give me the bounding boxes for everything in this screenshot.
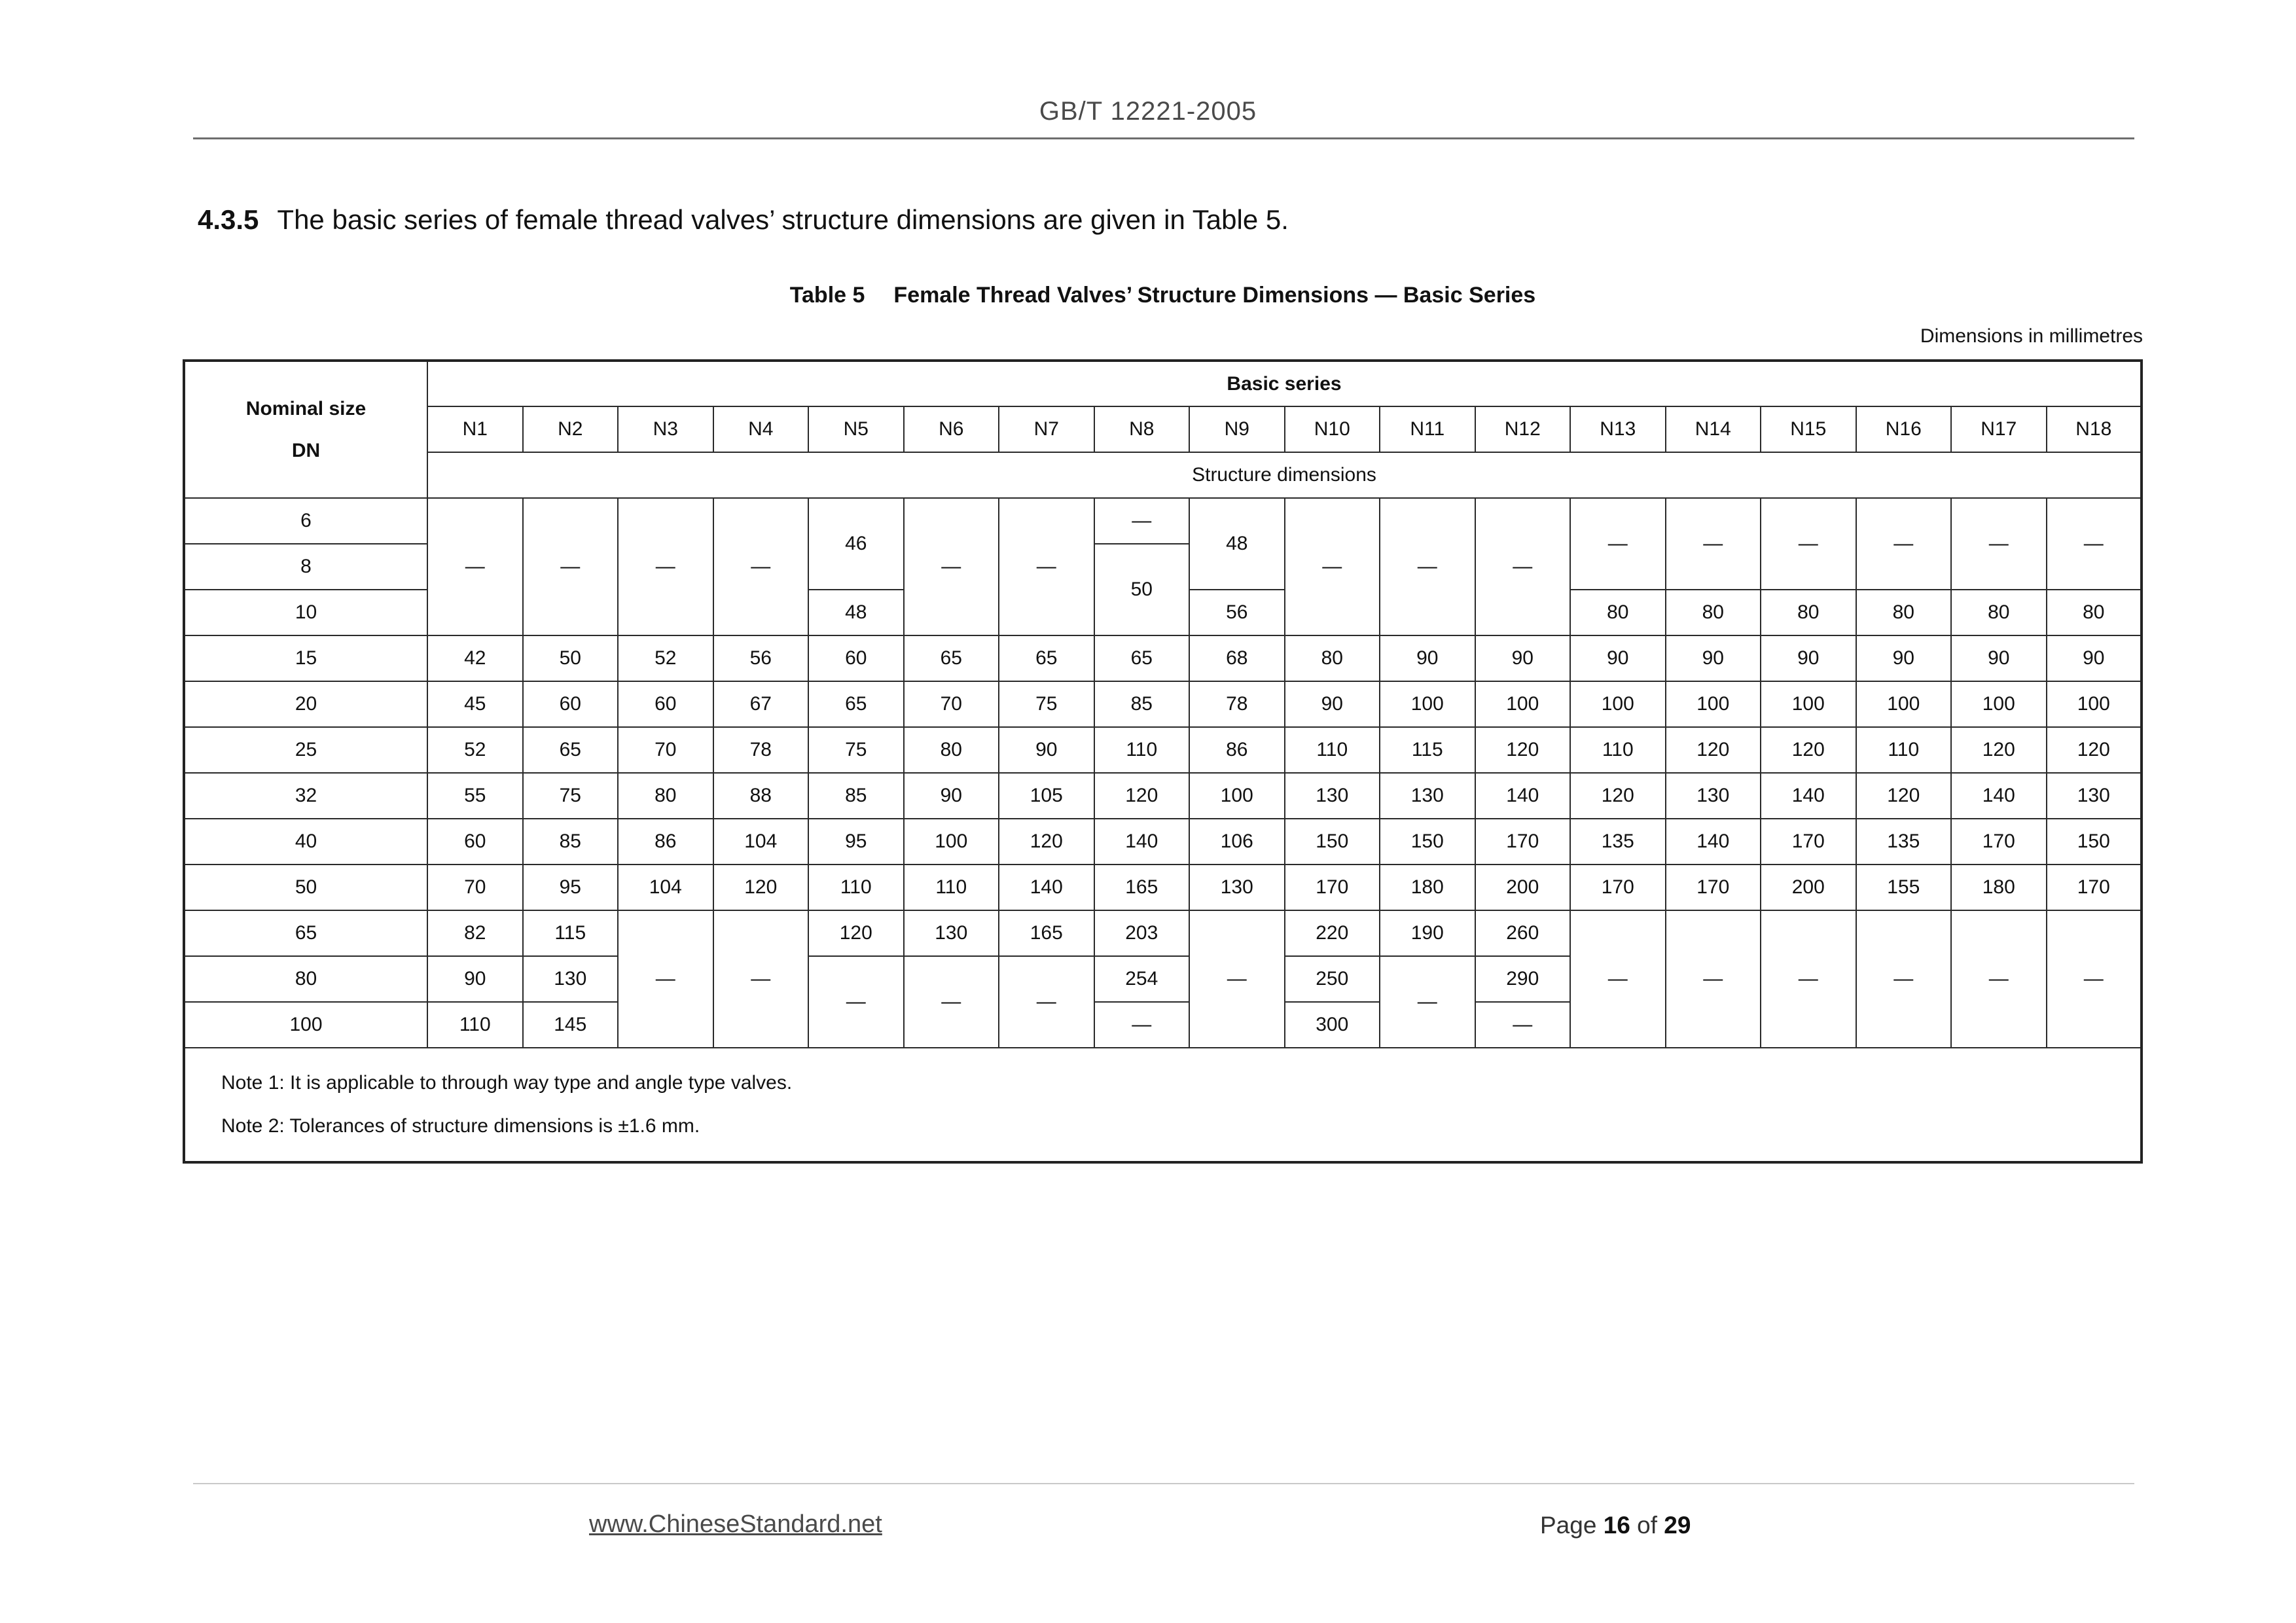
dash-cell: — <box>1761 910 1856 1048</box>
value-cell: 120 <box>2047 727 2142 773</box>
value-cell: 56 <box>713 635 809 681</box>
column-header: N11 <box>1380 406 1475 452</box>
dash-cell: — <box>1666 498 1761 590</box>
value-cell: 56 <box>1189 590 1285 635</box>
value-cell: 100 <box>1380 681 1475 727</box>
value-cell: 110 <box>904 865 999 910</box>
table-row <box>184 819 2142 865</box>
value-cell: 60 <box>618 681 713 727</box>
value-cell: 220 <box>1285 910 1380 956</box>
column-header: N16 <box>1856 406 1952 452</box>
value-cell: 100 <box>1475 681 1571 727</box>
value-cell: 170 <box>2047 865 2142 910</box>
value-cell: 80 <box>1856 590 1952 635</box>
section-heading <box>198 204 1289 236</box>
value-cell: 100 <box>1951 681 2047 727</box>
value-cell: 100 <box>1189 773 1285 819</box>
value-cell: 90 <box>2047 635 2142 681</box>
note-1: Note 1: It is applicable to through way type and angle type valves. <box>221 1072 793 1094</box>
column-header: N17 <box>1951 406 2047 452</box>
footer-divider <box>193 1483 2134 1484</box>
dash-cell: — <box>808 956 904 1048</box>
table-header-row <box>184 452 2142 498</box>
value-cell: 90 <box>1761 635 1856 681</box>
value-cell: 120 <box>1761 727 1856 773</box>
value-cell: 60 <box>427 819 523 865</box>
table-caption <box>183 283 2143 308</box>
value-cell: 140 <box>1666 819 1761 865</box>
value-cell: 250 <box>1285 956 1380 1002</box>
dn-label: DN <box>291 439 321 461</box>
dn-cell: 6 <box>184 498 427 544</box>
column-header: N10 <box>1285 406 1380 452</box>
value-cell: 80 <box>904 727 999 773</box>
page-indicator <box>1540 1512 1691 1539</box>
value-cell: 100 <box>1761 681 1856 727</box>
value-cell: 65 <box>808 681 904 727</box>
value-cell: 260 <box>1475 910 1571 956</box>
value-cell: 200 <box>1475 865 1571 910</box>
dash-cell: — <box>2047 910 2142 1048</box>
value-cell: 150 <box>2047 819 2142 865</box>
value-cell: 85 <box>1094 681 1190 727</box>
dn-cell: 32 <box>184 773 427 819</box>
note-2: Note 2: Tolerances of structure dimensions is ±1.6 mm. <box>221 1115 700 1137</box>
doc-number: GB/T 12221-2005 <box>1039 97 1257 126</box>
column-header: N15 <box>1761 406 1856 452</box>
dash-cell: — <box>1094 498 1190 544</box>
value-cell: 150 <box>1285 819 1380 865</box>
column-header: N5 <box>808 406 904 452</box>
dn-cell: 20 <box>184 681 427 727</box>
value-cell: 65 <box>999 635 1094 681</box>
value-cell: 95 <box>523 865 619 910</box>
column-header: N14 <box>1666 406 1761 452</box>
value-cell: 120 <box>808 910 904 956</box>
value-cell: 65 <box>1094 635 1190 681</box>
column-header: N2 <box>523 406 619 452</box>
value-cell: 90 <box>904 773 999 819</box>
value-cell: 90 <box>1856 635 1952 681</box>
value-cell: 42 <box>427 635 523 681</box>
dash-cell: — <box>999 498 1094 635</box>
value-cell: 110 <box>1570 727 1666 773</box>
dash-cell: — <box>1189 910 1285 1048</box>
value-cell: 60 <box>523 681 619 727</box>
value-cell: 115 <box>523 910 619 956</box>
value-cell: 48 <box>808 590 904 635</box>
dash-cell: — <box>618 910 713 1048</box>
value-cell: 145 <box>523 1002 619 1048</box>
dash-cell: — <box>1856 498 1952 590</box>
value-cell: 75 <box>999 681 1094 727</box>
table-notes-row <box>184 1048 2142 1162</box>
value-cell: 80 <box>1761 590 1856 635</box>
value-cell: 120 <box>1570 773 1666 819</box>
value-cell: 65 <box>523 727 619 773</box>
section-number: 4.3.5 <box>198 204 259 235</box>
value-cell: 80 <box>1570 590 1666 635</box>
value-cell: 120 <box>999 819 1094 865</box>
value-cell: 46 <box>808 498 904 590</box>
dash-cell: — <box>713 910 809 1048</box>
dash-cell: — <box>1856 910 1952 1048</box>
value-cell: 110 <box>1285 727 1380 773</box>
value-cell: 254 <box>1094 956 1190 1002</box>
value-cell: 130 <box>904 910 999 956</box>
value-cell: 90 <box>1475 635 1571 681</box>
value-cell: 90 <box>1380 635 1475 681</box>
dash-cell: — <box>523 498 619 635</box>
value-cell: 85 <box>808 773 904 819</box>
units-note: Dimensions in millimetres <box>1920 325 2143 347</box>
table-caption-label: Table 5 <box>789 283 865 308</box>
value-cell: 120 <box>1475 727 1571 773</box>
value-cell: 60 <box>808 635 904 681</box>
column-header: N8 <box>1094 406 1190 452</box>
value-cell: 90 <box>999 727 1094 773</box>
column-header: N7 <box>999 406 1094 452</box>
value-cell: 90 <box>427 956 523 1002</box>
value-cell: 110 <box>427 1002 523 1048</box>
value-cell: 104 <box>713 819 809 865</box>
dash-cell: — <box>1666 910 1761 1048</box>
value-cell: 95 <box>808 819 904 865</box>
dash-cell: — <box>1761 498 1856 590</box>
value-cell: 70 <box>904 681 999 727</box>
table-row <box>184 498 2142 544</box>
value-cell: 170 <box>1761 819 1856 865</box>
value-cell: 105 <box>999 773 1094 819</box>
dn-cell: 50 <box>184 865 427 910</box>
structure-dimensions-header: Structure dimensions <box>427 452 2142 498</box>
dash-cell: — <box>1951 498 2047 590</box>
value-cell: 190 <box>1380 910 1475 956</box>
value-cell: 130 <box>1285 773 1380 819</box>
value-cell: 65 <box>904 635 999 681</box>
dash-cell: — <box>1570 498 1666 590</box>
value-cell: 170 <box>1666 865 1761 910</box>
value-cell: 78 <box>713 727 809 773</box>
value-cell: 70 <box>618 727 713 773</box>
dash-cell: — <box>1475 498 1571 635</box>
value-cell: 165 <box>1094 865 1190 910</box>
value-cell: 120 <box>1094 773 1190 819</box>
dn-cell: 25 <box>184 727 427 773</box>
value-cell: 75 <box>523 773 619 819</box>
value-cell: 300 <box>1285 1002 1380 1048</box>
value-cell: 100 <box>2047 681 2142 727</box>
value-cell: 130 <box>1666 773 1761 819</box>
value-cell: 135 <box>1856 819 1952 865</box>
value-cell: 78 <box>1189 681 1285 727</box>
value-cell: 80 <box>1951 590 2047 635</box>
value-cell: 100 <box>1570 681 1666 727</box>
dimensions-table <box>183 359 2143 1164</box>
table-row <box>184 910 2142 956</box>
column-header: N1 <box>427 406 523 452</box>
dash-cell: — <box>1380 498 1475 635</box>
value-cell: 110 <box>1856 727 1952 773</box>
value-cell: 52 <box>618 635 713 681</box>
value-cell: 50 <box>523 635 619 681</box>
value-cell: 70 <box>427 865 523 910</box>
header-divider <box>193 137 2134 139</box>
value-cell: 130 <box>2047 773 2142 819</box>
value-cell: 150 <box>1380 819 1475 865</box>
column-header: N6 <box>904 406 999 452</box>
dn-cell: 65 <box>184 910 427 956</box>
table-header-row <box>184 361 2142 406</box>
value-cell: 80 <box>2047 590 2142 635</box>
table-row <box>184 681 2142 727</box>
value-cell: 135 <box>1570 819 1666 865</box>
page-number: 16 <box>1603 1512 1630 1539</box>
of-label: of <box>1637 1512 1657 1539</box>
value-cell: 48 <box>1189 498 1285 590</box>
dash-cell: — <box>1285 498 1380 635</box>
value-cell: 80 <box>1285 635 1380 681</box>
value-cell: 90 <box>1570 635 1666 681</box>
dash-cell: — <box>2047 498 2142 590</box>
dash-cell: — <box>1094 1002 1190 1048</box>
value-cell: 120 <box>1856 773 1952 819</box>
value-cell: 104 <box>618 865 713 910</box>
value-cell: 140 <box>1475 773 1571 819</box>
table-row <box>184 635 2142 681</box>
dash-cell: — <box>1951 910 2047 1048</box>
value-cell: 90 <box>1285 681 1380 727</box>
value-cell: 52 <box>427 727 523 773</box>
column-header: N13 <box>1570 406 1666 452</box>
column-header: N3 <box>618 406 713 452</box>
value-cell: 100 <box>904 819 999 865</box>
page-total: 29 <box>1664 1512 1691 1539</box>
value-cell: 165 <box>999 910 1094 956</box>
dash-cell: — <box>1475 1002 1571 1048</box>
dash-cell: — <box>713 498 809 635</box>
dn-cell: 80 <box>184 956 427 1002</box>
value-cell: 67 <box>713 681 809 727</box>
value-cell: 80 <box>1666 590 1761 635</box>
value-cell: 140 <box>999 865 1094 910</box>
value-cell: 130 <box>1189 865 1285 910</box>
value-cell: 86 <box>1189 727 1285 773</box>
value-cell: 110 <box>1094 727 1190 773</box>
value-cell: 90 <box>1951 635 2047 681</box>
value-cell: 170 <box>1570 865 1666 910</box>
value-cell: 115 <box>1380 727 1475 773</box>
value-cell: 90 <box>1666 635 1761 681</box>
dash-cell: — <box>1380 956 1475 1048</box>
value-cell: 45 <box>427 681 523 727</box>
section-text: The basic series of female thread valves’ structure dimensions are given in Table 5. <box>277 204 1289 235</box>
value-cell: 50 <box>1094 544 1190 635</box>
value-cell: 203 <box>1094 910 1190 956</box>
value-cell: 110 <box>808 865 904 910</box>
value-cell: 86 <box>618 819 713 865</box>
value-cell: 106 <box>1189 819 1285 865</box>
basic-series-header: Basic series <box>427 361 2142 406</box>
dash-cell: — <box>618 498 713 635</box>
dash-cell: — <box>1570 910 1666 1048</box>
value-cell: 82 <box>427 910 523 956</box>
value-cell: 100 <box>1856 681 1952 727</box>
value-cell: 55 <box>427 773 523 819</box>
footer-link[interactable]: www.ChineseStandard.net <box>589 1510 882 1538</box>
column-header: N12 <box>1475 406 1571 452</box>
value-cell: 170 <box>1475 819 1571 865</box>
dash-cell: — <box>427 498 523 635</box>
table-notes <box>184 1048 2142 1162</box>
table-header-row <box>184 406 2142 452</box>
column-header: N18 <box>2047 406 2142 452</box>
value-cell: 180 <box>1380 865 1475 910</box>
value-cell: 130 <box>523 956 619 1002</box>
value-cell: 120 <box>1951 727 2047 773</box>
dn-cell: 40 <box>184 819 427 865</box>
table-row <box>184 727 2142 773</box>
value-cell: 68 <box>1189 635 1285 681</box>
value-cell: 170 <box>1951 819 2047 865</box>
dn-cell: 100 <box>184 1002 427 1048</box>
column-header: N9 <box>1189 406 1285 452</box>
value-cell: 120 <box>1666 727 1761 773</box>
table-row <box>184 773 2142 819</box>
value-cell: 290 <box>1475 956 1571 1002</box>
value-cell: 180 <box>1951 865 2047 910</box>
value-cell: 100 <box>1666 681 1761 727</box>
value-cell: 130 <box>1380 773 1475 819</box>
dash-cell: — <box>904 498 999 635</box>
dash-cell: — <box>999 956 1094 1048</box>
value-cell: 80 <box>618 773 713 819</box>
value-cell: 85 <box>523 819 619 865</box>
table-caption-title: Female Thread Valves’ Structure Dimensions — Basic Series <box>893 283 1536 308</box>
nominal-size-header <box>184 361 427 498</box>
table-row <box>184 865 2142 910</box>
dn-cell: 10 <box>184 590 427 635</box>
dash-cell: — <box>904 956 999 1048</box>
value-cell: 140 <box>1094 819 1190 865</box>
value-cell: 120 <box>713 865 809 910</box>
value-cell: 155 <box>1856 865 1952 910</box>
dn-cell: 8 <box>184 544 427 590</box>
value-cell: 75 <box>808 727 904 773</box>
value-cell: 200 <box>1761 865 1856 910</box>
value-cell: 170 <box>1285 865 1380 910</box>
page-label: Page <box>1540 1512 1597 1539</box>
value-cell: 140 <box>1951 773 2047 819</box>
dn-cell: 15 <box>184 635 427 681</box>
value-cell: 140 <box>1761 773 1856 819</box>
column-header: N4 <box>713 406 809 452</box>
value-cell: 88 <box>713 773 809 819</box>
nominal-size-label: Nominal size <box>245 397 367 419</box>
